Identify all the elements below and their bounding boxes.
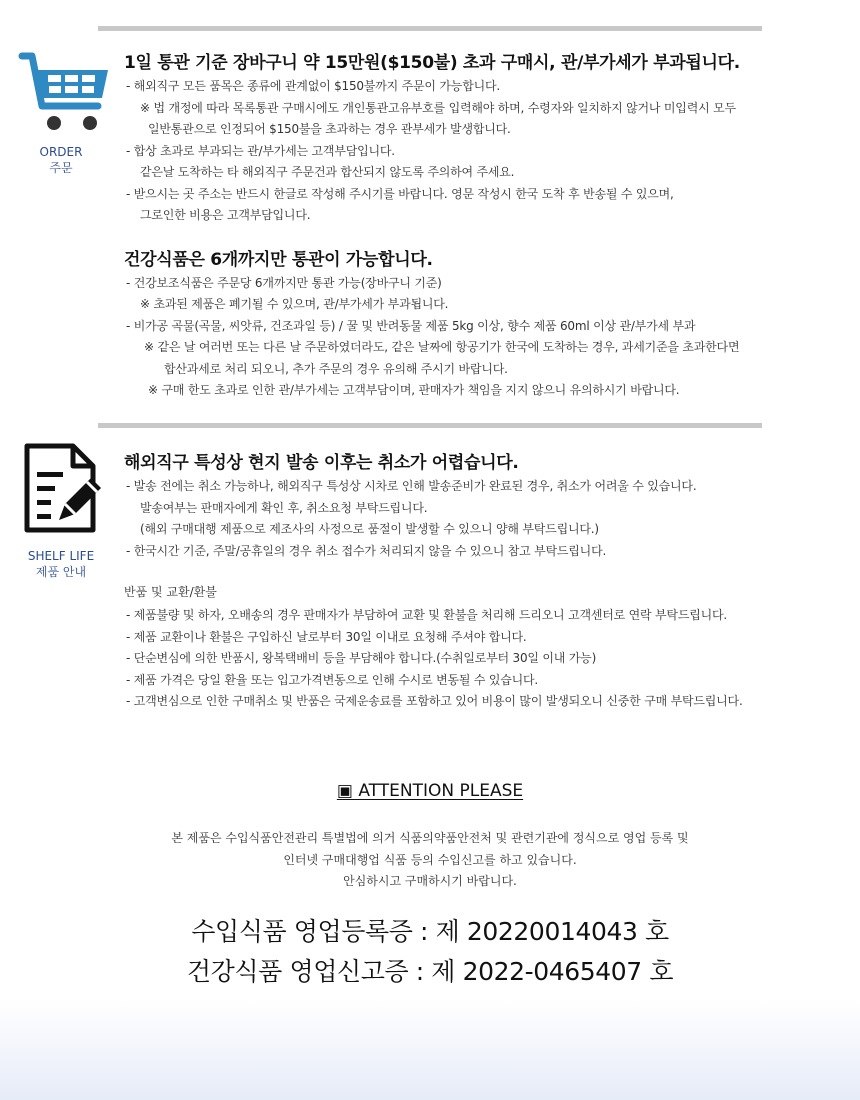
return-line: - 단순변심에 의한 반품시, 왕복택배비 등을 부담해야 합니다.(수취일로부터 30일 이내 가능)	[126, 651, 597, 665]
health-food-registration: 건강식품 영업신고증 : 제 2022-0465407 호	[186, 957, 674, 986]
attention-body	[0, 828, 860, 893]
shelf-heading-cancellation: 해외직구 특성상 현지 발송 이후는 취소가 어렵습니다.	[124, 453, 519, 473]
shelf-caption-ko: 제품 안내	[35, 565, 87, 579]
order-line: - 받으시는 곳 주소는 반드시 한글로 작성해 주시기를 바랍니다. 영문 작성시 한국 도착 후 반송될 수 있으며,	[126, 186, 674, 201]
order-line: ※ 초과된 제품은 폐기될 수 있으며, 관/부가세가 부과됩니다.	[140, 297, 449, 311]
return-subheading: 반품 및 교환/환불	[124, 585, 217, 599]
shelf-line: 발송여부는 판매자에게 확인 후, 취소요청 부탁드립니다.	[140, 500, 428, 515]
order-line: 일반통관으로 인정되어 $150불을 초과하는 경우 관부세가 발생합니다.	[148, 122, 511, 136]
return-lines	[124, 605, 854, 713]
order-caption-en: ORDER	[39, 145, 83, 159]
attention-line: 인터넷 구매대행업 식품 등의 수입신고를 하고 있습니다.	[283, 852, 577, 867]
order-line: - 비가공 곡물(곡물, 씨앗류, 건조과일 등) / 꿀 및 반려동물 제품 5kg 이상, 향수 제품 60ml 이상 관/부가세 부과	[126, 318, 696, 333]
order-line: ※ 구매 한도 초과로 인한 관/부가세는 고객부담이며, 판매자가 책임을 지지 않으니 유의하시기 바랍니다.	[148, 383, 680, 397]
order-line: - 해외직구 모든 품목은 종류에 관계없이 $150불까지 주문이 가능합니다.	[126, 79, 500, 93]
shelf-line: (해외 구매대행 제품으로 제조사의 사정으로 품절이 발생할 수 있으니 양해 부탁드립니다.)	[140, 522, 599, 536]
cart-icon	[18, 48, 110, 134]
shelf-section	[124, 452, 854, 713]
order-heading-customs-limit: 1일 통관 기준 장바구니 약 15만원($150불) 초과 구매시, 관/부가세가 부과됩니다.	[124, 53, 740, 73]
order-line: ※ 법 개정에 따라 목록통관 구매시에도 개인통관고유부호를 입력해야 하며, 수령자와 일치하지 않거나 미입력시 모두	[140, 100, 736, 115]
top-divider	[98, 26, 762, 31]
return-line: - 제품 교환이나 환불은 구입하신 날로부터 30일 이내로 요청해 주셔야 합니다.	[126, 629, 527, 644]
order-caption-ko: 주문	[49, 161, 73, 175]
shelf-line: - 한국시간 기준, 주말/공휴일의 경우 취소 접수가 처리되지 않을 수 있으니 참고 부탁드립니다.	[126, 543, 607, 558]
order-line: - 건강보조식품은 주문당 6개까지만 통관 가능(장바구니 기준)	[126, 275, 442, 290]
shelf-icon-block	[18, 442, 104, 580]
import-food-registration: 수입식품 영업등록증 : 제 20220014043 호	[191, 917, 669, 946]
order-section	[124, 52, 854, 402]
order-lines-2	[124, 273, 854, 402]
order-icon-block	[18, 48, 104, 176]
shelf-caption-en: SHELF LIFE	[27, 549, 95, 563]
middle-divider	[98, 423, 762, 428]
attention-line: 안심하시고 구매하시기 바랍니다.	[343, 874, 517, 888]
attention-line: 본 제품은 수입식품안전관리 특별법에 의거 식품의약품안전처 및 관련기관에 정식으로 영업 등록 및	[171, 831, 689, 845]
document-edit-icon	[21, 442, 101, 536]
return-line: - 제품 가격은 당일 환율 또는 입고가격변동으로 인해 수시로 변동될 수 있습니다.	[126, 672, 539, 687]
order-line: 합산과세로 처리 되오니, 추가 주문의 경우 유의해 주시기 바랍니다.	[164, 361, 508, 376]
order-line: 그로인한 비용은 고객부담입니다.	[140, 208, 311, 222]
order-lines-1	[124, 76, 854, 227]
attention-title: ▣ ATTENTION PLEASE	[336, 781, 524, 801]
order-line: 같은날 도착하는 타 해외직구 주문건과 합산되지 않도록 주의하여 주세요.	[140, 165, 515, 179]
return-line: - 제품불량 및 하자, 오배송의 경우 판매자가 부담하여 교환 및 환불을 처리해 드리오니 고객센터로 연락 부탁드립니다.	[126, 608, 728, 622]
order-heading-health-food: 건강식품은 6개까지만 통관이 가능합니다.	[124, 249, 433, 270]
registration-block	[0, 912, 860, 992]
attention-block	[0, 781, 860, 801]
order-line: ※ 같은 날 여러번 또는 다른 날 주문하였더라도, 같은 날짜에 항공기가 한국에 도착하는 경우, 과세기준을 초과한다면	[144, 340, 740, 354]
shelf-line: - 발송 전에는 취소 가능하나, 해외직구 특성상 시차로 인해 발송준비가 완료된 경우, 취소가 어려울 수 있습니다.	[126, 479, 697, 493]
order-line: - 합상 초과로 부과되는 관/부가세는 고객부담입니다.	[126, 143, 395, 158]
shelf-lines	[124, 476, 854, 562]
return-line: - 고객변심으로 인한 구매취소 및 반품은 국제운송료를 포함하고 있어 비용이 많이 발생되오니 신중한 구매 부탁드립니다.	[126, 694, 743, 708]
